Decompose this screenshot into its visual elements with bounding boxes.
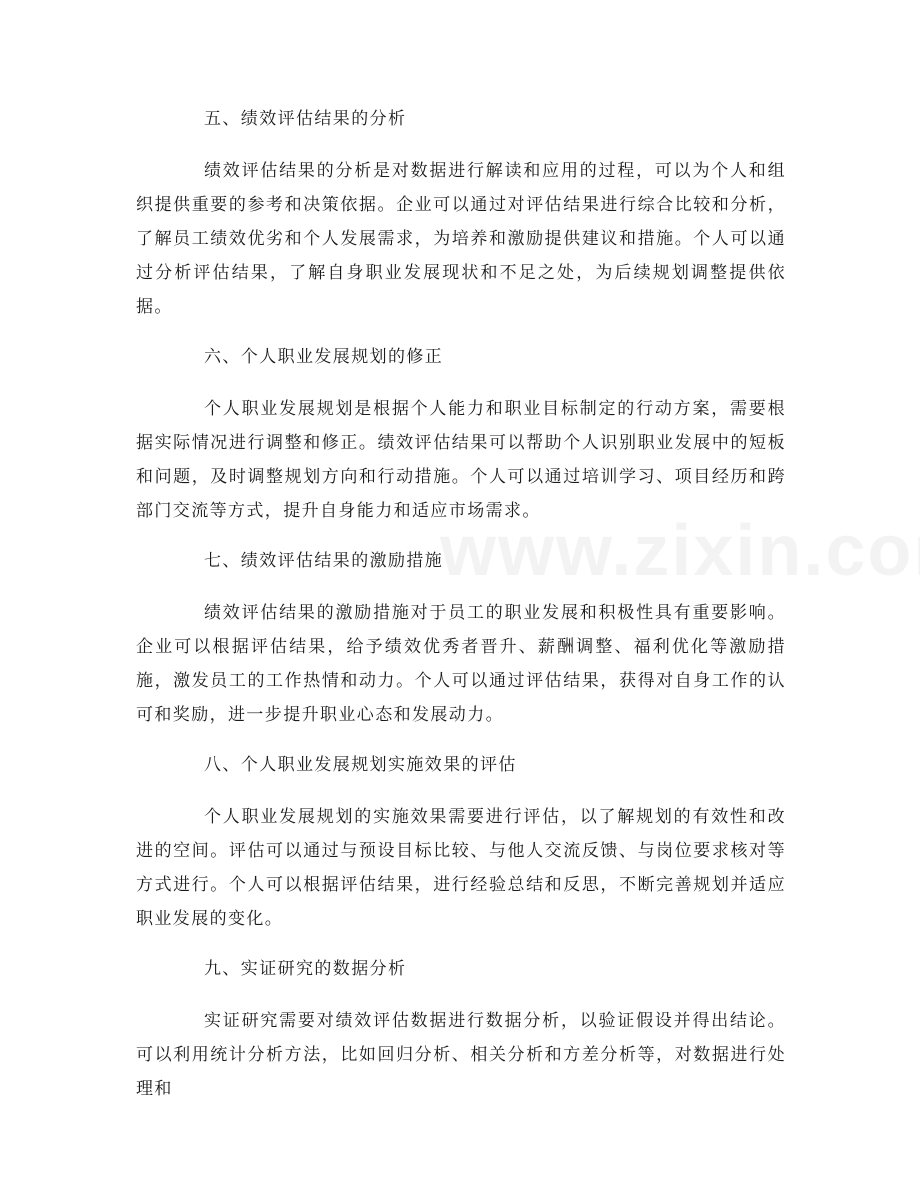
section-5-paragraph: 绩效评估结果的分析是对数据进行解读和应用的过程，可以为个人和组织提供重要的参考和决策依据。企业可以通过对评估结果进行综合比较和分析，了解员工绩效优劣和个人发展需求，为培养和激励提供建议和措施。个人可以通过分析评估结果，了解自身职业发展现状和不足之处，为后续规划调整提供依据。 <box>136 161 786 317</box>
section-7-heading: 七、绩效评估结果的激励措施 <box>204 551 444 571</box>
section-8-paragraph: 个人职业发展规划的实施效果需要进行评估，以了解规划的有效性和改进的空间。评估可以通过与预设目标比较、与他人交流反馈、与岗位要求核对等方式进行。个人可以根据评估结果，进行经验总结和反思，不断完善规划并适应职业发展的变化。 <box>136 807 786 929</box>
document-body <box>136 102 786 1106</box>
section-5-heading: 五、绩效评估结果的分析 <box>204 109 407 129</box>
section-9-paragraph: 实证研究需要对绩效评估数据进行数据分析，以验证假设并得出结论。可以利用统计分析方法，比如回归分析、相关分析和方差分析等，对数据进行处理和 <box>136 1011 786 1099</box>
section-7-paragraph: 绩效评估结果的激励措施对于员工的职业发展和积极性具有重要影响。企业可以根据评估结果，给予绩效优秀者晋升、薪酬调整、福利优化等激励措施，激发员工的工作热情和动力。个人可以通过评估结果，获得对自身工作的认可和奖励，进一步提升职业心态和发展动力。 <box>136 603 786 725</box>
section-9-heading: 九、实证研究的数据分析 <box>204 959 407 979</box>
section-6-paragraph: 个人职业发展规划是根据个人能力和职业目标制定的行动方案，需要根据实际情况进行调整和修正。绩效评估结果可以帮助个人识别职业发展中的短板和问题，及时调整规划方向和行动措施。个人可以通过培训学习、项目经历和跨部门交流等方式，提升自身能力和适应市场需求。 <box>136 399 786 521</box>
section-8-heading: 八、个人职业发展规划实施效果的评估 <box>204 755 517 775</box>
section-6-heading: 六、个人职业发展规划的修正 <box>204 347 444 367</box>
